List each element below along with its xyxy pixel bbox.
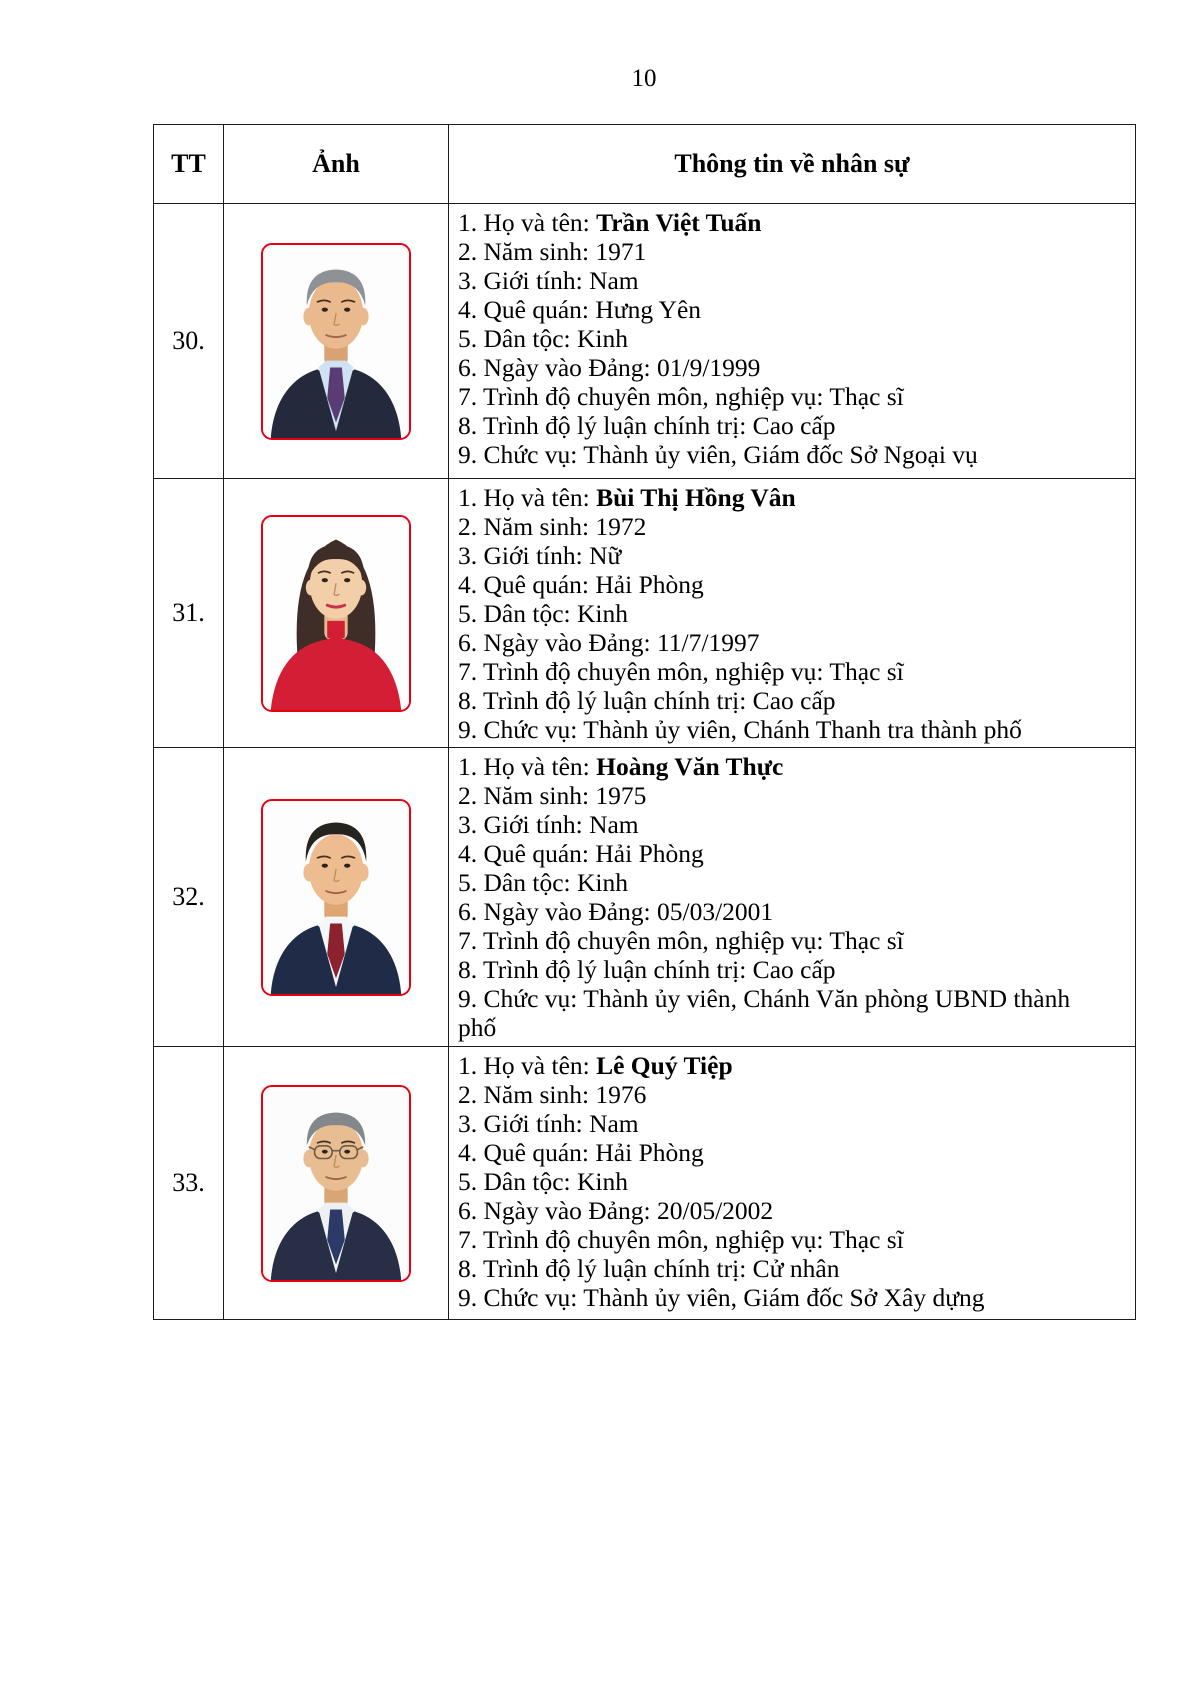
info-cell xyxy=(449,204,1136,479)
portrait-photo xyxy=(261,1085,411,1282)
header-info: Thông tin về nhân sự xyxy=(449,125,1136,204)
portrait-man-black-hair xyxy=(263,801,409,994)
field-birth-year: 2. Năm sinh: 1972 xyxy=(458,512,647,541)
field-hometown: 4. Quê quán: Hưng Yên xyxy=(458,295,702,324)
row-number: 33. xyxy=(154,1047,224,1320)
table-row-31 xyxy=(154,479,1136,748)
field-political-theory: 8. Trình độ lý luận chính trị: Cử nhân xyxy=(458,1254,840,1283)
field-party-date: 6. Ngày vào Đảng: 20/05/2002 xyxy=(458,1196,774,1225)
field-professional-level: 7. Trình độ chuyên môn, nghiệp vụ: Thạc sĩ xyxy=(458,382,904,411)
field-political-theory: 8. Trình độ lý luận chính trị: Cao cấp xyxy=(458,686,836,715)
row-number: 31. xyxy=(154,479,224,748)
field-party-date: 6. Ngày vào Đảng: 05/03/2001 xyxy=(458,897,774,926)
field-name xyxy=(458,752,1111,781)
field-political-theory: 8. Trình độ lý luận chính trị: Cao cấp xyxy=(458,411,836,440)
field-party-date: 6. Ngày vào Đảng: 01/9/1999 xyxy=(458,353,761,382)
photo-cell xyxy=(224,479,449,748)
field-hometown: 4. Quê quán: Hải Phòng xyxy=(458,839,704,868)
field-professional-level: 7. Trình độ chuyên môn, nghiệp vụ: Thạc sĩ xyxy=(458,1225,904,1254)
field-hometown: 4. Quê quán: Hải Phòng xyxy=(458,1138,704,1167)
info-cell xyxy=(449,1047,1136,1320)
header-photo: Ảnh xyxy=(224,125,449,204)
field-party-date: 6. Ngày vào Đảng: 11/7/1997 xyxy=(458,628,760,657)
field-gender: 3. Giới tính: Nam xyxy=(458,810,639,839)
portrait-photo xyxy=(261,243,411,440)
field-gender: 3. Giới tính: Nữ xyxy=(458,541,622,570)
field-name xyxy=(458,1051,1111,1080)
row-number: 30. xyxy=(154,204,224,479)
field-ethnicity: 5. Dân tộc: Kinh xyxy=(458,599,628,628)
field-gender: 3. Giới tính: Nam xyxy=(458,266,639,295)
person-name: Lê Quý Tiệp xyxy=(596,1051,733,1080)
field-name xyxy=(458,208,1111,237)
portrait-photo xyxy=(261,799,411,996)
field-name xyxy=(458,483,1111,512)
field-gender: 3. Giới tính: Nam xyxy=(458,1109,639,1138)
photo-cell xyxy=(224,748,449,1047)
page-number: 10 xyxy=(631,65,657,92)
field-name-label: 1. Họ và tên: xyxy=(458,208,597,237)
portrait-woman-red-dress xyxy=(263,517,409,710)
personnel-table xyxy=(153,124,1136,1320)
field-name-label: 1. Họ và tên: xyxy=(458,483,597,512)
portrait-photo xyxy=(261,515,411,712)
row-number: 32. xyxy=(154,748,224,1047)
table-header-row xyxy=(154,125,1136,204)
table-row-30 xyxy=(154,204,1136,479)
field-position: 9. Chức vụ: Thành ủy viên, Giám đốc Sở Xây dựng xyxy=(458,1283,985,1312)
field-hometown: 4. Quê quán: Hải Phòng xyxy=(458,570,704,599)
field-birth-year: 2. Năm sinh: 1976 xyxy=(458,1080,647,1109)
field-professional-level: 7. Trình độ chuyên môn, nghiệp vụ: Thạc sĩ xyxy=(458,926,904,955)
field-ethnicity: 5. Dân tộc: Kinh xyxy=(458,324,628,353)
table-row-32 xyxy=(154,748,1136,1047)
table-row-33 xyxy=(154,1047,1136,1320)
header-tt: TT xyxy=(154,125,224,204)
field-professional-level: 7. Trình độ chuyên môn, nghiệp vụ: Thạc sĩ xyxy=(458,657,904,686)
person-name: Hoàng Văn Thực xyxy=(596,752,784,781)
field-ethnicity: 5. Dân tộc: Kinh xyxy=(458,868,628,897)
info-cell xyxy=(449,748,1136,1047)
field-position: 9. Chức vụ: Thành ủy viên, Chánh Văn phòng UBND thành phố xyxy=(458,984,1071,1042)
person-name: Trần Việt Tuấn xyxy=(596,208,762,237)
field-name-label: 1. Họ và tên: xyxy=(458,752,597,781)
field-ethnicity: 5. Dân tộc: Kinh xyxy=(458,1167,628,1196)
field-birth-year: 2. Năm sinh: 1971 xyxy=(458,237,647,266)
field-name-label: 1. Họ và tên: xyxy=(458,1051,597,1080)
info-cell xyxy=(449,479,1136,748)
photo-cell xyxy=(224,204,449,479)
photo-cell xyxy=(224,1047,449,1320)
field-political-theory: 8. Trình độ lý luận chính trị: Cao cấp xyxy=(458,955,836,984)
field-position: 9. Chức vụ: Thành ủy viên, Giám đốc Sở Ngoại vụ xyxy=(458,440,978,469)
field-birth-year: 2. Năm sinh: 1975 xyxy=(458,781,647,810)
portrait-man-gray-hair xyxy=(263,245,409,438)
person-name: Bùi Thị Hồng Vân xyxy=(596,483,796,512)
field-position: 9. Chức vụ: Thành ủy viên, Chánh Thanh tra thành phố xyxy=(458,715,1022,744)
portrait-man-glasses xyxy=(263,1087,409,1280)
